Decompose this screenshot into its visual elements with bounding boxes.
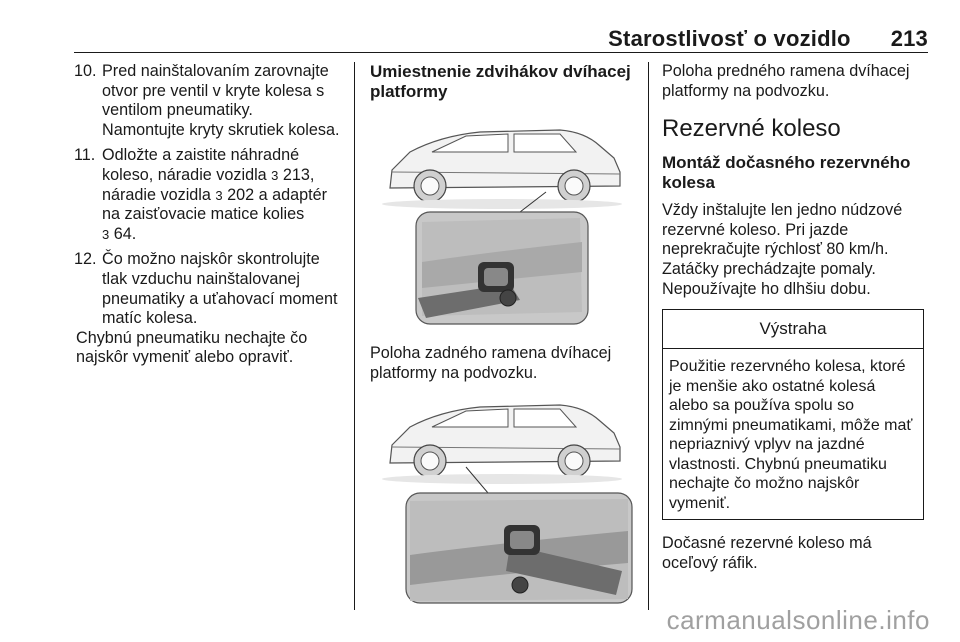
- closing-paragraph: Chybnú pneumatiku nechajte čo najskôr vymeniť alebo opraviť.: [76, 328, 308, 367]
- list-subtext: Namontujte kryty skrutiek kolesa.: [102, 120, 340, 139]
- page-ref-icon: 3: [102, 226, 110, 242]
- column-left: [74, 62, 346, 368]
- section-title: Rezervné koleso: [662, 115, 841, 143]
- warning-title: Výstraha: [663, 310, 923, 349]
- column-divider-2: [648, 62, 649, 610]
- text-run: náradie vozidla: [102, 185, 216, 204]
- page-ref-icon: 3: [215, 187, 223, 203]
- page-ref: 213,: [282, 165, 315, 184]
- list-number: 10.: [74, 62, 97, 80]
- front-lift-point-illustration: [370, 112, 636, 334]
- list-text: [102, 146, 346, 244]
- list-text: Čo možno najskôr skontrolujte tlak vzduchu nainštalovanej pneumatiky a uťahovací moment matíc kolesa.: [102, 250, 338, 328]
- page-number: 213: [890, 26, 928, 51]
- list-item-12: [74, 250, 346, 328]
- front-arm-caption: Poloha predného ramena dvíhacej platformy na podvozku.: [662, 62, 910, 100]
- warning-box: [662, 309, 924, 520]
- column-middle: [370, 62, 636, 605]
- warning-text: Použitie rezervného kolesa, ktoré je menšie ako ostatné kolesá alebo sa používa spolu so zimnými pneumatikami, môže mať nepriaznivý vplyv na jazdné vlastnosti. Chybnú pneumatiku nechajte čo možno najskôr vymeniť.: [669, 358, 913, 512]
- page-header: [0, 26, 928, 52]
- header-rule: [74, 52, 928, 53]
- header-title: Starostlivosť o vozidlo: [608, 26, 851, 51]
- column-divider-1: [354, 62, 355, 610]
- body-paragraph: Vždy inštalujte len jedno núdzové rezervné koleso. Pri jazde neprekračujte rýchlosť 80 km/h. Zatáčky prechádzajte pomaly. Nepoužívajte ho dlhšiu dobu.: [662, 201, 903, 298]
- text-run: Odložte a zaistite náhradné koleso, náradie vozidla: [102, 146, 300, 184]
- figure-caption: Poloha zadného ramena dvíhacej platformy na podvozku.: [370, 344, 612, 382]
- section-heading: Umiestnenie zdvihákov dvíhacej platformy: [370, 62, 631, 101]
- list-item-10: [74, 62, 346, 140]
- closing-paragraph: Dočasné rezervné koleso má oceľový ráfik.: [662, 534, 872, 572]
- list-number: 12.: [74, 250, 97, 269]
- rear-lift-point-illustration: [370, 395, 636, 605]
- column-right: [662, 62, 928, 573]
- page-ref: 202 a adaptér na zaisťovacie matice kolies: [102, 185, 328, 224]
- page-ref: 64.: [113, 224, 137, 243]
- subsection-title: Montáž dočasného rezervného kolesa: [662, 153, 911, 193]
- list-text: Pred nainštalovaním zarovnajte otvor pre ventil v kryte kolesa s ventilom pneumatiky.: [102, 62, 329, 120]
- watermark: carmanualsonline.info: [666, 605, 930, 635]
- list-number: 11.: [74, 146, 96, 165]
- list-item-11: [74, 146, 346, 244]
- page-ref-icon: 3: [271, 167, 279, 183]
